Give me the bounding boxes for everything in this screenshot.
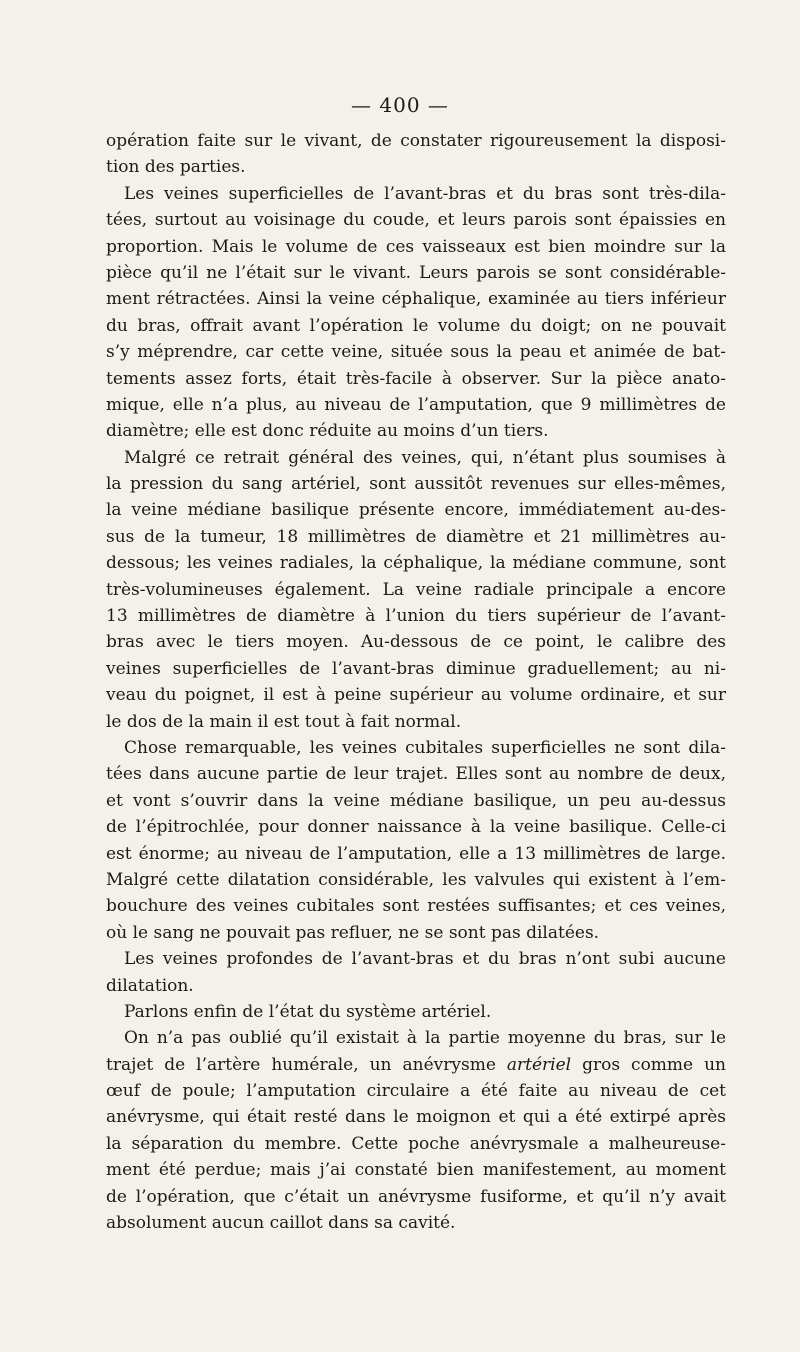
text-line: diamètre; elle est donc réduite au moins d’un tiers. <box>106 421 549 442</box>
text-line: anévrysme, qui était resté dans le moignon et qui a été extirpé après <box>106 1107 726 1128</box>
paragraph <box>106 1025 726 1236</box>
text-line: où le sang ne pouvait pas refluer, ne se sont pas dilatées. <box>106 922 600 943</box>
text-line: 13 millimètres de diamètre à l’union du tiers supérieur de l’avant- <box>106 606 726 627</box>
text-line: Malgré ce retrait général des veines, qui, n’étant plus soumises à <box>124 447 726 468</box>
text-line: mique, elle n’a plus, au niveau de l’amputation, que 9 millimètres de <box>106 394 726 415</box>
text-line: tion des parties. <box>106 157 246 178</box>
paragraph <box>106 999 726 1025</box>
text-line: veines superficielles de l’avant-bras diminue graduellement; au ni- <box>106 658 726 679</box>
text-line: la pression du sang artériel, sont aussitôt revenues sur elles-mêmes, <box>106 474 726 495</box>
text-line: bras avec le tiers moyen. Au-dessous de ce point, le calibre des <box>106 632 726 653</box>
text-line: bouchure des veines cubitales sont restées suffisantes; et ces veines, <box>106 896 726 917</box>
text-line: de l’épitrochlée, pour donner naissance à la veine basilique. Celle-ci <box>106 817 726 838</box>
text-line: dessous; les veines radiales, la céphalique, la médiane commune, sont <box>106 553 726 574</box>
text-line: opération faite sur le vivant, de constater rigoureusement la disposi- <box>106 131 726 151</box>
text-line: Parlons enfin de l’état du système artériel. <box>124 1001 492 1022</box>
text-run: gros comme un <box>571 1054 726 1075</box>
text-line: Chose remarquable, les veines cubitales superficielles ne sont dila- <box>124 737 726 758</box>
italic-term: artériel <box>506 1054 572 1075</box>
text-line: ment été perdue; mais j’ai constaté bien manifestement, au moment <box>106 1160 726 1181</box>
text-line: Malgré cette dilatation considérable, les valvules qui existent à l’em- <box>106 869 726 890</box>
text-line: du bras, offrait avant l’opération le volume du doigt; on ne pouvait <box>106 315 726 336</box>
text-line: dilatation. <box>106 975 194 996</box>
text-line: et vont s’ouvrir dans la veine médiane basilique, un peu au-dessus <box>106 790 726 811</box>
text-line: œuf de poule; l’amputation circulaire a été faite au niveau de cet <box>106 1081 726 1102</box>
text-line: ment rétractées. Ainsi la veine céphalique, examinée au tiers inférieur <box>106 289 726 310</box>
text-line: pièce qu’il ne l’était sur le vivant. Leurs parois se sont considérable- <box>106 262 726 283</box>
paragraph <box>106 946 726 999</box>
text-line: tées dans aucune partie de leur trajet. Elles sont au nombre de deux, <box>106 764 726 785</box>
text-line: absolument aucun caillot dans sa cavité. <box>106 1213 456 1234</box>
paragraph <box>106 128 726 181</box>
paragraph <box>106 445 726 735</box>
text-line: très-volumineuses également. La veine radiale principale a encore <box>106 579 726 600</box>
text-line: proportion. Mais le volume de ces vaisseaux est bien moindre sur la <box>106 236 726 257</box>
text-line: Les veines superficielles de l’avant-bras et du bras sont très-dila- <box>124 183 726 204</box>
text-line: veau du poignet, il est à peine supérieur au volume ordinaire, et sur <box>106 685 726 706</box>
text-line: Les veines profondes de l’avant-bras et du bras n’ont subi aucune <box>124 949 726 970</box>
text-line: le dos de la main il est tout à fait normal. <box>106 711 462 732</box>
text-line: On n’a pas oublié qu’il existait à la partie moyenne du bras, sur le <box>124 1028 726 1049</box>
text-line: est énorme; au niveau de l’amputation, elle a 13 millimètres de large. <box>106 843 726 864</box>
text-line: sus de la tumeur, 18 millimètres de diamètre et 21 millimètres au- <box>106 526 726 547</box>
text-line: tements assez forts, était très-facile à observer. Sur la pièce anato- <box>106 368 726 389</box>
paragraph <box>106 181 726 445</box>
page-number: — 400 — <box>351 93 449 117</box>
body-text <box>106 128 726 1236</box>
text-line: s’y méprendre, car cette veine, située sous la peau et animée de bat- <box>106 342 726 363</box>
text-run: trajet de l’artère humérale, un anévrysme <box>106 1054 507 1075</box>
text-line: de l’opération, que c’était un anévrysme fusiforme, et qu’il n’y avait <box>106 1186 726 1207</box>
text-line: la séparation du membre. Cette poche anévrysmale a malheureuse- <box>106 1133 726 1154</box>
paragraph <box>106 735 726 946</box>
text-line: la veine médiane basilique présente encore, immédiatement au-des- <box>106 500 726 521</box>
text-line <box>106 1052 726 1078</box>
text-line: tées, surtout au voisinage du coude, et leurs parois sont épaissies en <box>106 210 726 231</box>
